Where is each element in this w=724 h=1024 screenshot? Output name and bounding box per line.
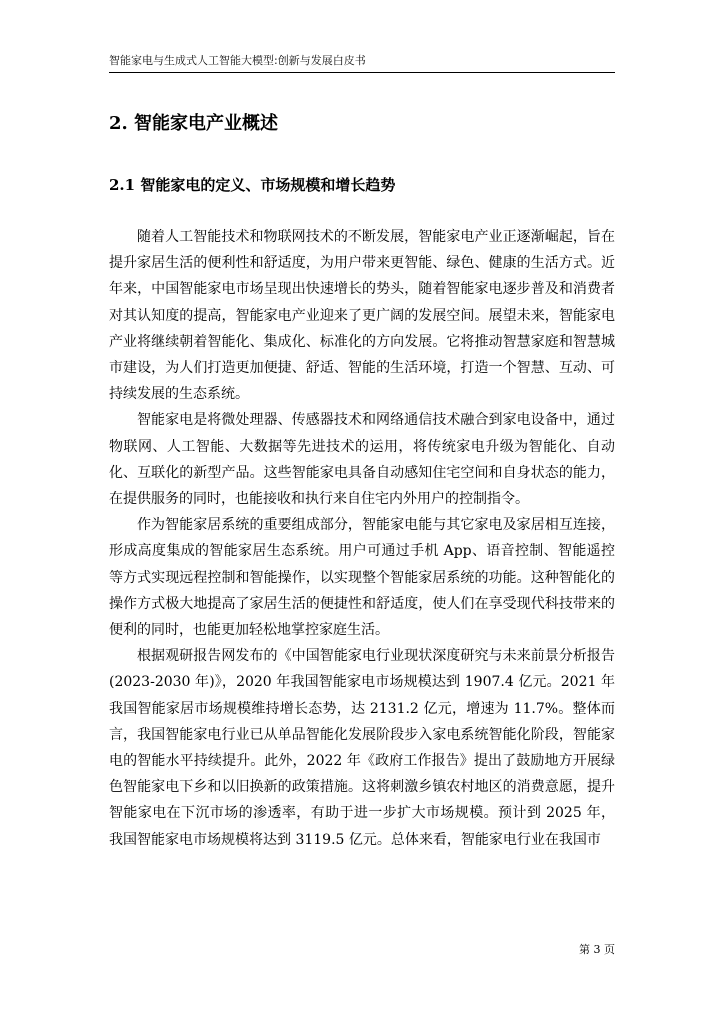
- paragraph-4: 根据观研报告网发布的《中国智能家电行业现状深度研究与未来前景分析报告(2023-2030 年)》，2020 年我国智能家电市场规模达到 1907.4 亿元。2021 年我国智能家居市场规模维持增长态势，达 2131.2 亿元，增速为 11.7%。整体而言，我国智能家电行业已从单品智能化发展阶段步入家电系统智能化阶段，智能家电的智能水平持续提升。此外，2022 年《政府工作报告》提出了鼓励地方开展绿色智能家电下乡和以旧换新的政策措施。这将刺激乡镇农村地区的消费意愿，提升智能家电在下沉市场的渗透率，有助于进一步扩大市场规模。预计到 2025 年，我国智能家电市场规模将达到 3119.5 亿元。总体来看，智能家电行业在我国市: [109, 648, 615, 848]
- paragraph-3: 作为智能家居系统的重要组成部分，智能家电能与其它家电及家居相互连接，形成高度集成的智能家居生态系统。用户可通过手机 App、语音控制、智能遥控等方式实现远程控制和智能操作，以实现整个智能家居系统的功能。这种智能化的操作方式极大地提高了家居生活的便捷性和舒适度，使人们在享受现代科技带来的便利的同时，也能更加轻松地掌控家庭生活。: [109, 517, 615, 639]
- section-title: 2. 智能家电产业概述: [109, 113, 279, 134]
- subsection-title: 2.1 智能家电的定义、市场规模和增长趋势: [109, 176, 396, 194]
- running-header: 智能家电与生成式人工智能大模型:创新与发展白皮书: [109, 52, 615, 73]
- body-text: [109, 224, 615, 853]
- page-number: 第 3 页: [579, 943, 615, 956]
- paragraph-1: 随着人工智能技术和物联网技术的不断发展，智能家电产业正逐渐崛起，旨在提升家居生活的便利性和舒适度，为用户带来更智能、绿色、健康的生活方式。近年来，中国智能家电市场呈现出快速增长的势头，随着智能家电逐步普及和消费者对其认知度的提高，智能家电产业迎来了更广阔的发展空间。展望未来，智能家电产业将继续朝着智能化、集成化、标准化的方向发展。它将推动智慧家庭和智慧城市建设，为人们打造更加便捷、舒适、智能的生活环境，打造一个智慧、互动、可持续发展的生态系统。: [109, 229, 615, 403]
- paragraph-2: 智能家电是将微处理器、传感器技术和网络通信技术融合到家电设备中，通过物联网、人工智能、大数据等先进技术的运用，将传统家电升级为智能化、自动化、互联化的新型产品。这些智能家电具备自动感知住宅空间和自身状态的能力，在提供服务的同时，也能接收和执行来自住宅内外用户的控制指令。: [109, 412, 615, 508]
